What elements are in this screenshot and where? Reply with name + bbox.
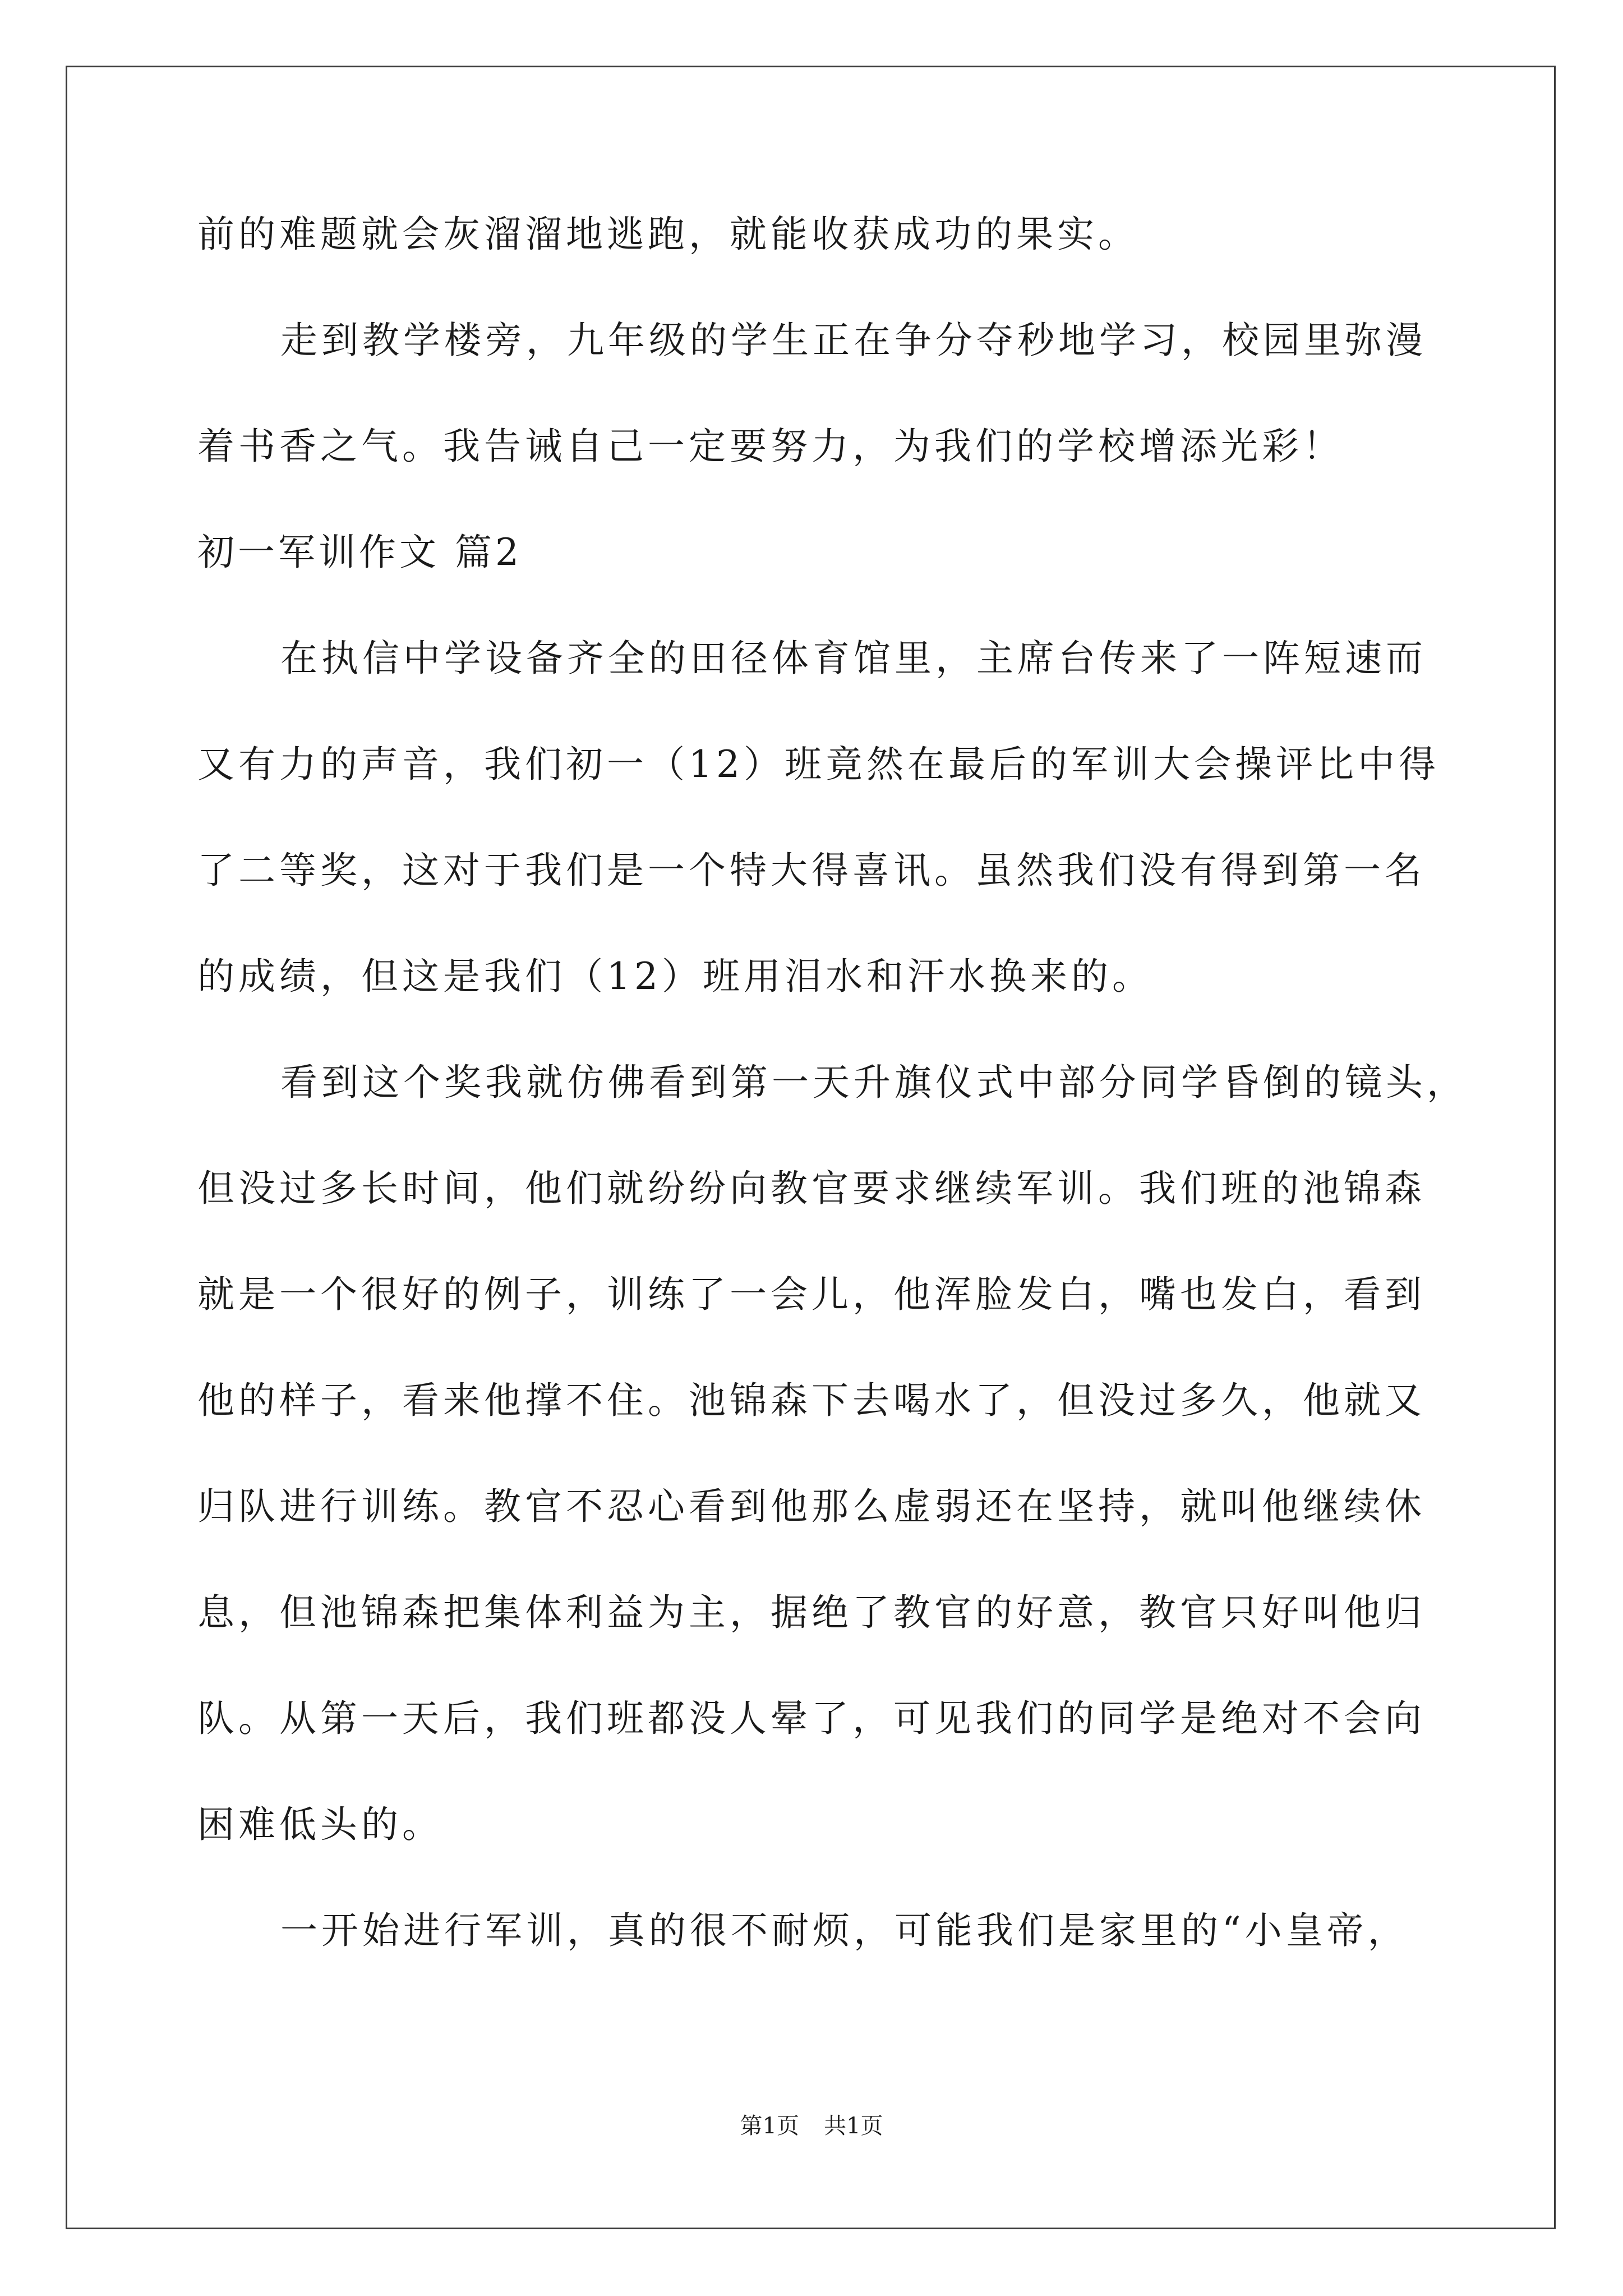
text-line: 队。从第一天后，我们班都没人晕了，可见我们的同学是绝对不会向: [197, 1697, 1426, 1740]
paragraph-start-line: 在执信中学设备齐全的田径体育馆里，主席台传来了一阵短速而: [280, 637, 1427, 680]
text-line: 息，但池锦森把集体利益为主，据绝了教官的好意，教官只好叫他归: [197, 1591, 1426, 1634]
text-line: 归队进行训练。教官不忍心看到他那么虚弱还在坚持，就叫他继续休: [197, 1485, 1426, 1528]
text-line: 困难低头的。: [197, 1803, 443, 1846]
page-number-total: 共1页: [824, 2113, 883, 2139]
paragraph-start-line: 走到教学楼旁，九年级的学生正在争分夺秒地学习，校园里弥漫: [280, 319, 1427, 362]
text-line: 他的样子，看来他撑不住。池锦森下去喝水了，但没过多久，他就又: [197, 1379, 1426, 1422]
text-line: 但没过多长时间，他们就纷纷向教官要求继续军训。我们班的池锦森: [197, 1167, 1426, 1210]
page-number-current: 第1页: [740, 2113, 799, 2139]
paragraph-start-line: 一开始进行军训，真的很不耐烦，可能我们是家里的“小皇帝，: [280, 1909, 1409, 1952]
text-line: 的成绩，但这是我们（12）班用泪水和汗水换来的。: [197, 955, 1153, 998]
page-footer: [0, 2110, 1623, 2142]
document-body: [197, 208, 1468, 1958]
text-line: 着书香之气。我告诫自己一定要努力，为我们的学校增添光彩！: [197, 425, 1344, 468]
text-line: 又有力的声音，我们初一（12）班竟然在最后的军训大会操评比中得: [197, 743, 1440, 786]
section-heading: 初一军训作文 篇2: [197, 531, 522, 574]
text-line: 前的难题就会灰溜溜地逃跑，就能收获成功的果实。: [197, 213, 1139, 256]
text-line: 就是一个很好的例子，训练了一会儿，他浑脸发白，嘴也发白，看到: [197, 1273, 1426, 1316]
paragraph-start-line: 看到这个奖我就仿佛看到第一天升旗仪式中部分同学昏倒的镜头，: [280, 1061, 1468, 1104]
text-line: 了二等奖，这对于我们是一个特大得喜讯。虽然我们没有得到第一名: [197, 849, 1426, 892]
